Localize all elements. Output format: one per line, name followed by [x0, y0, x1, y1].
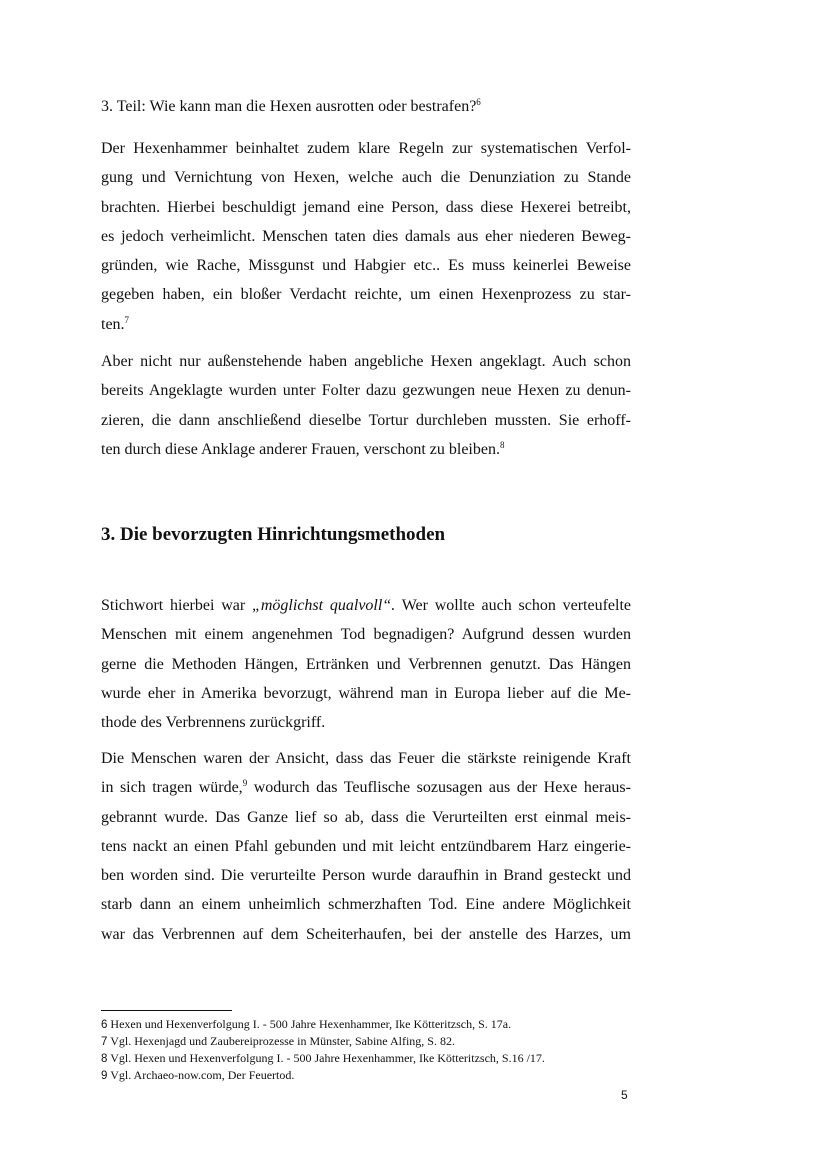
- footnote-text: Hexen und Hexenverfolgung I. - 500 Jahre Hexenhammer, Ike Kötteritzsch, S. 17a.: [107, 1017, 512, 1031]
- para1-last-line: [101, 310, 631, 339]
- paragraph-2: [101, 347, 631, 464]
- footnote-number: 9: [101, 1070, 108, 1082]
- footnote-ref-7: 7: [124, 314, 130, 325]
- chapter-heading: 3. Die bevorzugten Hinrichtungsmethoden: [101, 524, 446, 545]
- para2-line: zieren, die dann anschließend dieselbe Tortur durchleben mussten. Sie erhoff-: [101, 411, 631, 429]
- para4-line: war das Verbrennen auf dem Scheiterhaufen, bei der anstelle des Harzes, um: [101, 925, 631, 943]
- para4-line: Die Menschen waren der Ansicht, dass das Feuer die stärkste reinigende Kraft: [101, 750, 631, 767]
- footnote-text: Vgl. Hexen und Hexenverfolgung I. - 500 Jahre Hexenhammer, Ike Kötteritzsch, S.16 /17.: [107, 1051, 545, 1065]
- para3-emphasis: „möglichst qualvoll“.: [251, 597, 396, 614]
- footnote-number: 6: [101, 1019, 108, 1031]
- para2-line: Aber nicht nur außenstehende haben angebliche Hexen angeklagt. Auch schon: [101, 353, 631, 370]
- footnote-6: [101, 1017, 511, 1032]
- footnote-separator: [101, 1010, 232, 1011]
- para1-line: gründen, wie Rache, Missgunst und Habgier etc.. Es muss keinerlei Beweise: [101, 257, 631, 275]
- paragraph-4: [101, 744, 631, 949]
- para4-line: ben worden sind. Die verurteilte Person wurde daraufhin in Brand gesteckt und: [101, 867, 631, 885]
- para1-line: Der Hexenhammer beinhaltet zudem klare Regeln zur systematischen Verfol-: [101, 140, 631, 157]
- para2-last-line: [101, 435, 631, 464]
- section-part-text: 3. Teil: Wie kann man die Hexen ausrotten oder bestrafen?: [101, 98, 477, 115]
- para3-line: Menschen mit einem angenehmen Tod begnadigen? Aufgrund dessen wurden: [101, 626, 631, 644]
- para3-line: wurde eher in Amerika bevorzugt, während man in Europa lieber auf die Me-: [101, 684, 631, 702]
- footnote-ref-8: 8: [499, 439, 505, 450]
- footnote-text: Vgl. Hexenjagd und Zaubereiprozesse in Münster, Sabine Alfing, S. 82.: [107, 1034, 455, 1048]
- para3-line1-before: Stichwort hierbei war: [101, 597, 252, 614]
- para3-line1-after: Wer wollte auch schon verteufelte: [395, 597, 631, 614]
- para1-line: es jedoch verheimlicht. Menschen taten dies damals aus eher niederen Beweg-: [101, 227, 631, 245]
- para4-line2-before: in sich tragen würde,: [101, 779, 243, 797]
- para3-last-line: thode des Verbrennens zurückgriff.: [101, 714, 326, 732]
- para1-line: gung und Vernichtung von Hexen, welche auch die Denunziation zu Stande: [101, 169, 631, 187]
- para2-line: bereits Angeklagte wurden unter Folter dazu gezwungen neue Hexen zu denun-: [101, 382, 631, 400]
- footnote-ref-9: 9: [242, 778, 248, 789]
- footnote-7: [101, 1034, 455, 1049]
- para4-line-2: [101, 773, 631, 802]
- page-number: 5: [621, 1088, 628, 1102]
- paragraph-1: [101, 134, 631, 339]
- para4-line: starb dann an einem unheimlich schmerzhaften Tod. Eine andere Möglichkeit: [101, 896, 631, 914]
- footnote-ref-6: 6: [476, 97, 481, 107]
- footnote-number: 8: [101, 1053, 108, 1065]
- para4-line2-after: wodurch das Teuflische sozusagen aus der Hexe heraus-: [247, 779, 631, 797]
- para4-line: gebrannt wurde. Das Ganze lief so ab, dass die Verurteilten erst einmal meis-: [101, 808, 631, 826]
- para3-line: gerne die Methoden Hängen, Ertränken und Verbrennen genutzt. Das Hängen: [101, 655, 631, 673]
- footnote-8: [101, 1051, 545, 1066]
- paragraph-3: [101, 591, 631, 737]
- footnote-number: 7: [101, 1036, 108, 1048]
- para1-line: gegeben haben, ein bloßer Verdacht reichte, um einen Hexenprozess zu star-: [101, 286, 631, 304]
- para1-last-text: ten.: [101, 315, 125, 333]
- para4-line: tens nackt an einen Pfahl gebunden und mit leicht entzündbarem Harz eingerie-: [101, 837, 631, 855]
- footnote-text: Vgl. Archaeo-now.com, Der Feuertod.: [107, 1068, 295, 1082]
- section-part-heading: [101, 97, 631, 117]
- para2-last-text: ten durch diese Anklage anderer Frauen, verschont zu bleiben.: [101, 440, 500, 458]
- para1-line: brachten. Hierbei beschuldigt jemand eine Person, dass diese Hexerei betreibt,: [101, 198, 631, 216]
- footnote-9: [101, 1068, 294, 1083]
- para3-line-1: [101, 591, 631, 620]
